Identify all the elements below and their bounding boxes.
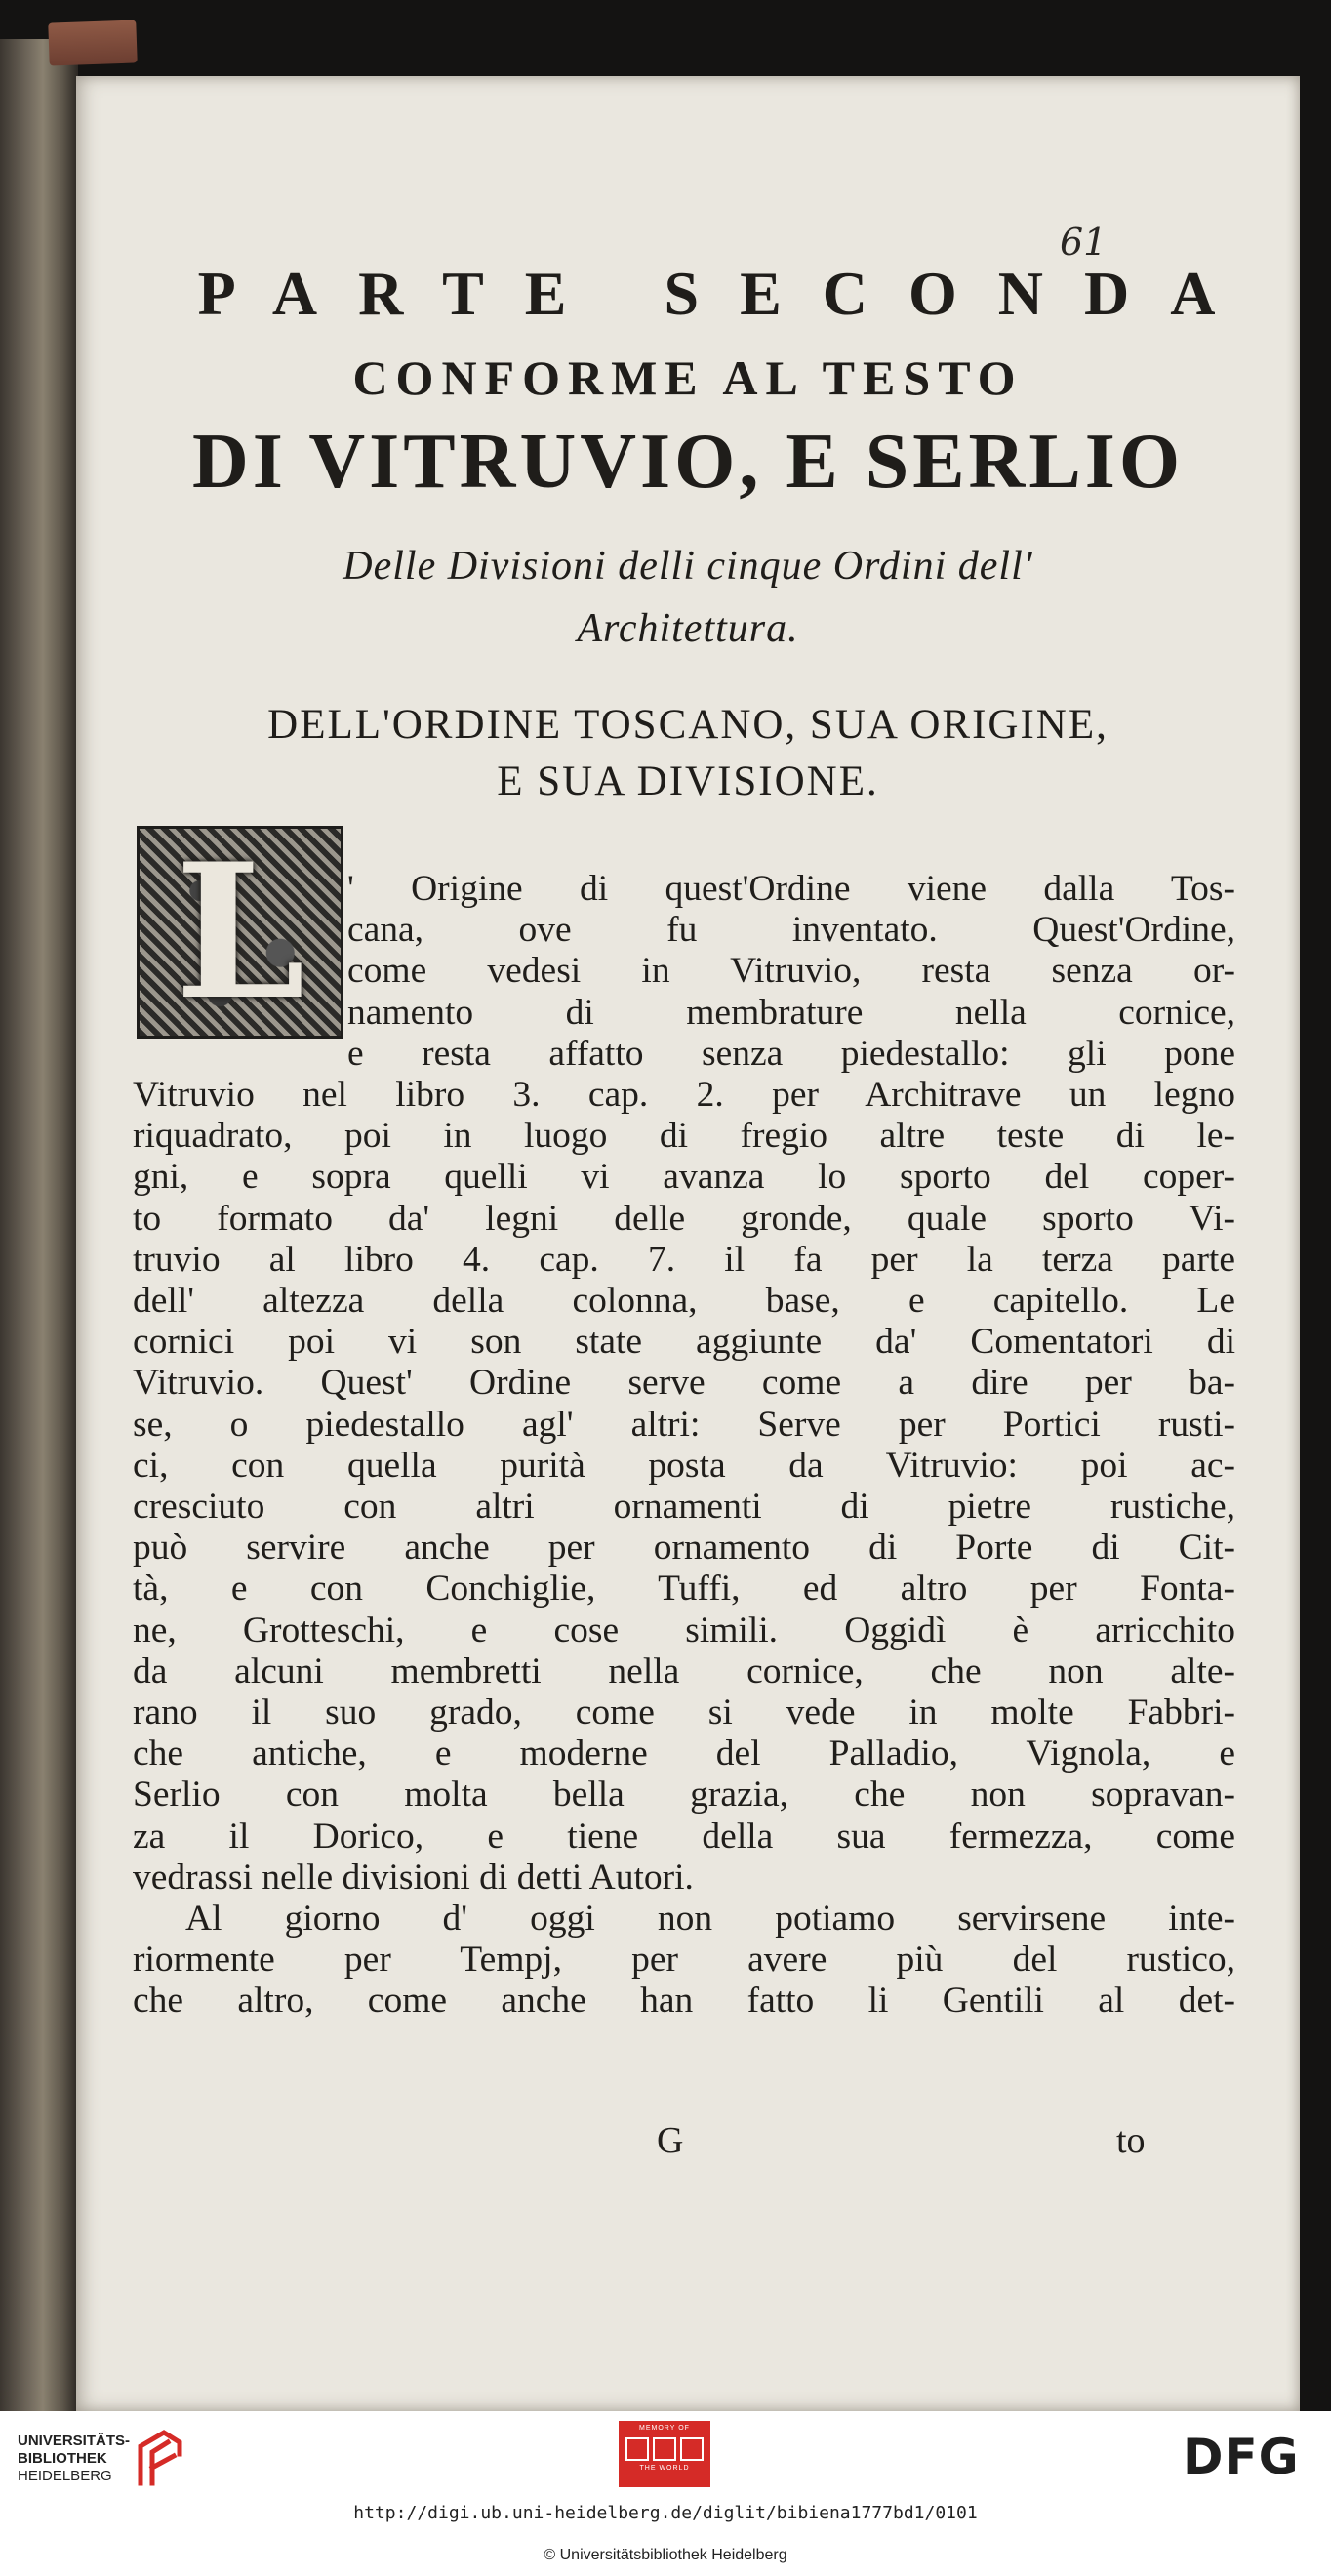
mow-icons xyxy=(619,2437,710,2461)
mow-square-icon xyxy=(653,2437,676,2461)
ub-line-1: UNIVERSITÄTS- xyxy=(18,2433,131,2449)
section-heading-line-2: E SUA DIVISIONE. xyxy=(497,758,879,804)
initial-letter: L xyxy=(175,823,305,1041)
body-line: e resta affatto senza piedestallo: gli pone xyxy=(347,1033,1235,1074)
body-line: tà, e con Conchiglie, Tuffi, ed altro per Fonta- xyxy=(133,1569,1235,1610)
body-line: cresciuto con altri ornamenti di pietre rustiche, xyxy=(133,1487,1235,1527)
body-line: ci, con quella purità posta da Vitruvio: poi ac- xyxy=(133,1445,1235,1486)
catchword: to xyxy=(1116,2120,1146,2161)
body-line: che antiche, e moderne del Palladio, Vignola, e xyxy=(133,1734,1235,1775)
mow-top-text: MEMORY OF xyxy=(639,2425,690,2432)
body-line: se, o piedestallo agl' altri: Serve per Portici rusti- xyxy=(133,1404,1235,1445)
ub-line-2: BIBLIOTHEK xyxy=(18,2450,107,2467)
body-line: truvio al libro 4. cap. 7. il fa per la terza parte xyxy=(133,1239,1235,1280)
body-line: namento di membrature nella cornice, xyxy=(347,992,1235,1033)
ub-line-3: HEIDELBERG xyxy=(18,2468,112,2484)
body-line: che altro, come anche han fatto li Gentili al det- xyxy=(133,1981,1235,2022)
body-line: come vedesi in Vitruvio, resta senza or- xyxy=(347,951,1235,992)
book-binding xyxy=(0,39,78,2411)
body-line: Al giorno d' oggi non potiamo servirsene inte- xyxy=(185,1899,1235,1939)
body-line: vedrassi nelle divisioni di detti Autori. xyxy=(133,1857,694,1898)
permalink-url[interactable]: http://digi.ub.uni-heidelberg.de/diglit/bibiena1777bd1/0101 xyxy=(353,2503,978,2523)
mow-square-icon xyxy=(680,2437,704,2461)
section-heading-line-1: DELL'ORDINE TOSCANO, SUA ORIGINE, xyxy=(267,702,1109,748)
title-conforme-al-testo: CONFORME AL TESTO xyxy=(352,350,1024,405)
signature-mark: G xyxy=(657,2120,684,2161)
subtitle-line-1: Delle Divisioni delli cinque Ordini dell' xyxy=(343,544,1033,589)
body-line: cana, ove fu inventato. Quest'Ordine, xyxy=(347,910,1235,951)
subtitle-line-2: Architettura. xyxy=(577,606,799,651)
title-parte-seconda: PARTE SECONDA xyxy=(197,259,1257,328)
body-line: riquadrato, poi in luogo di fregio altre teste di le- xyxy=(133,1116,1235,1157)
body-line: da alcuni membretti nella cornice, che non alte- xyxy=(133,1651,1235,1692)
ub-heidelberg-mark-icon xyxy=(135,2425,185,2493)
mow-bottom-text: THE WORLD xyxy=(639,2465,690,2472)
body-line: Serlio con molta bella grazia, che non sopravan- xyxy=(133,1775,1235,1816)
ub-heidelberg-logo-text[interactable] xyxy=(18,2433,130,2485)
body-line: za il Dorico, e tiene della sua fermezza, come xyxy=(133,1816,1235,1857)
mow-square-icon xyxy=(625,2437,649,2461)
body-line: Vitruvio. Quest' Ordine serve come a dire per ba- xyxy=(133,1363,1235,1404)
copyright-notice: © Universitätsbibliothek Heidelberg xyxy=(544,2547,787,2563)
body-line: to formato da' legni delle gronde, quale sporto Vi- xyxy=(133,1198,1235,1239)
body-line: riormente per Tempj, per avere più del rustico, xyxy=(133,1940,1235,1981)
body-line: Vitruvio nel libro 3. cap. 2. per Architrave un legno xyxy=(133,1075,1235,1115)
body-line: gni, e sopra quelli vi avanza lo sporto del coper- xyxy=(133,1157,1235,1198)
memory-of-the-world-logo[interactable] xyxy=(619,2421,710,2487)
body-line: rano il suo grado, come si vede in molte Fabbri- xyxy=(133,1693,1235,1733)
body-line: può servire anche per ornamento di Porte di Cit- xyxy=(133,1528,1235,1569)
body-line: ' Origine di quest'Ordine viene dalla Tos- xyxy=(347,869,1235,909)
title-vitruvio-serlio: DI VITRUVIO, E SERLIO xyxy=(191,419,1185,505)
decorated-initial xyxy=(137,823,343,1041)
page-folio-number: 61 xyxy=(1060,221,1108,264)
bookmark-ribbon xyxy=(48,20,137,65)
body-line: cornici poi vi son state aggiunte da' Comentatori di xyxy=(133,1322,1235,1363)
dfg-logo[interactable]: DFG xyxy=(1183,2429,1300,2485)
body-line: ne, Grotteschi, e cose simili. Oggidì è arricchito xyxy=(133,1610,1235,1651)
body-line: dell' altezza della colonna, base, e capitello. Le xyxy=(133,1281,1235,1321)
book-page xyxy=(76,76,1300,2411)
